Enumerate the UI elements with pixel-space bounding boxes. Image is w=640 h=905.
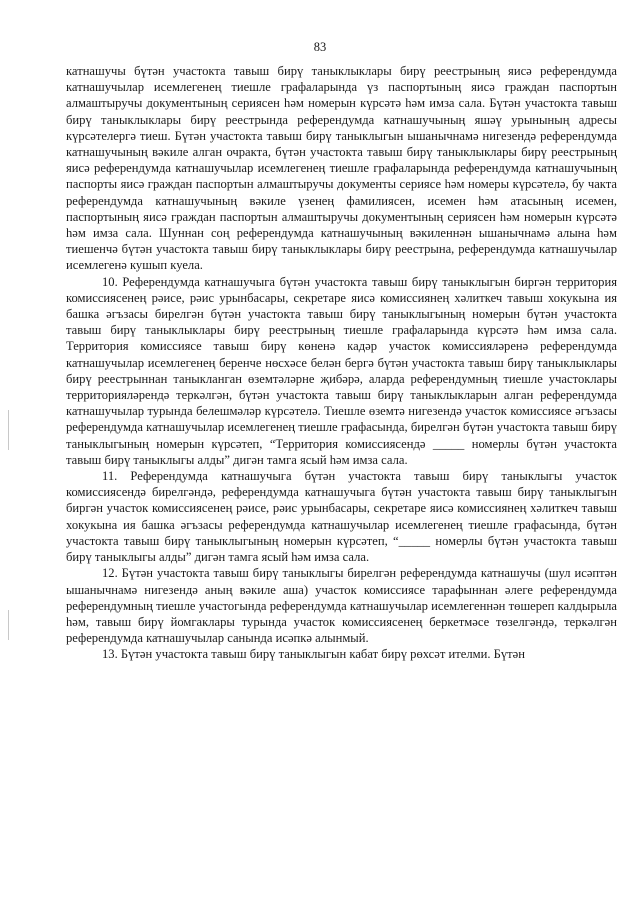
paragraph-11: 11. Референдумда катнашучыга бүтән участокта тавыш бирү таныклыгы участок комиссиясендә бирелгәндә, референдумда катнашучыга бүтән участокта тавыш бирү таныклыгын биргән участок комиссиясенең рәисе, рәис урынбасары, секретаре яисә комиссиянең хәлиткеч тавыш хокукына ия башка әгъзасы референдумда катнашучылар исемлегенең тиешле графасында, бүтән участокта тавыш бирү таныклыгының номерын күрсәтеп, “_____ номерлы бүтән участокта тавыш бирү таныклыгы алды” дигән тамга ясый һәм имза сала. <box>66 469 617 565</box>
page-number: 83 <box>313 40 327 54</box>
paragraph-13: 13. Бүтән участокта тавыш бирү таныклыгын кабат бирү рөхсәт ителми. Бүтән <box>102 647 525 662</box>
document-body <box>66 63 617 663</box>
paragraph-12: 12. Бүтән участокта тавыш бирү таныклыгы бирелгән референдумда катнашучы (шул исәптән ышанычнамә нигезендә аның вәкиле аша) участок комиссиясе тарафыннан әлеге референдумда референдумның тиешле участогында референдумда катнашучылар исемлегеннән төшереп калдырыла һәм, тавыш бирү йомгаклары турында участок комиссиясенең беркетмәсе төзелгәндә, теркәлгән референдумда катнашучылар санында исәпкә алынмый. <box>66 566 617 646</box>
scan-margin-mark <box>8 610 9 640</box>
paragraph-continuation: катнашучы бүтән участокта тавыш бирү таныклыклары бирү реестрының яисә референдумда катнашучылар исемлегенең тиешле графаларында үз паспортының яисә граждан паспортын алмаштыручы документының сериясен һәм номерын күрсәтә һәм имза сала. Бүтән участокта тавыш бирү таныклыклары бирү реестрында референдумда катнашучының яшәү урынының адресы күрсәтелергә тиеш. Бүтән участокта тавыш бирү таныклыгын ышанычнамә нигезендә референдумда катнашучының вәкиле алган очракта, бүтән участокта тавыш бирү таныклыклары бирү реестрының яисә референдумда катнашучылар исемлегенең тиешле графаларында референдумда катнашучының паспорты яисә граждан паспортын алмаштыручы документы сериясе һәм номеры күрсәтелә, бу чакта референдумда катнашучының вәкиле үзенең фамилиясен, исемен һәм атасының исемен, паспортының яисә граждан паспортын алмаштыручы документының сериясен һәм номерын күрсәтә һәм имза сала. Шуннан соң референдумда катнашучының вәкиленнән ышанычнамә алына һәм тиешенчә бүтән участокта тавыш бирү таныклыклары бирү реестрына, референдумда катнашучылар исемлегенә кушып куела. <box>66 64 617 273</box>
paragraph-10: 10. Референдумда катнашучыга бүтән участокта тавыш бирү таныклыгын биргән территория комиссиясенең рәисе, рәис урынбасары, секретаре яисә комиссиянең хәлиткеч тавыш хокукына ия башка әгъзасы бирелгән бүтән участокта тавыш бирү таныклыгының номерын бүтән участокта тавыш бирү таныклыклары бирү реестрының тиешле графаларында күрсәтә һәм имза сала. Территория комиссиясе тавыш бирү көненә кадәр участок комиссияләренә референдумда катнашучылар исемлегенең беренче нөсхәсе белән бергә бүтән участокта тавыш бирү таныклыклары бирү реестрыннан таныкланган өземтәләрне җибәрә, аларда референдумның тиешле участоклары территорияләрендә теркәлгән, бүтән участокта тавыш бирү таныклыкларын алган референдумда катнашучылар турында белешмәләр күрсәтелә. Тиешле өземтә нигезендә участок комиссиясе әгъзасы референдумда катнашучылар исемлегенең тиешле графасында, бирелгән бүтән участокта тавыш бирү таныклыгының номерын күрсәтеп, “Территория комиссиясендә _____ номерлы бүтән участокта тавыш бирү таныклыгы алды” дигән тамга ясый һәм имза сала. <box>66 274 617 467</box>
scan-margin-mark <box>8 410 9 450</box>
